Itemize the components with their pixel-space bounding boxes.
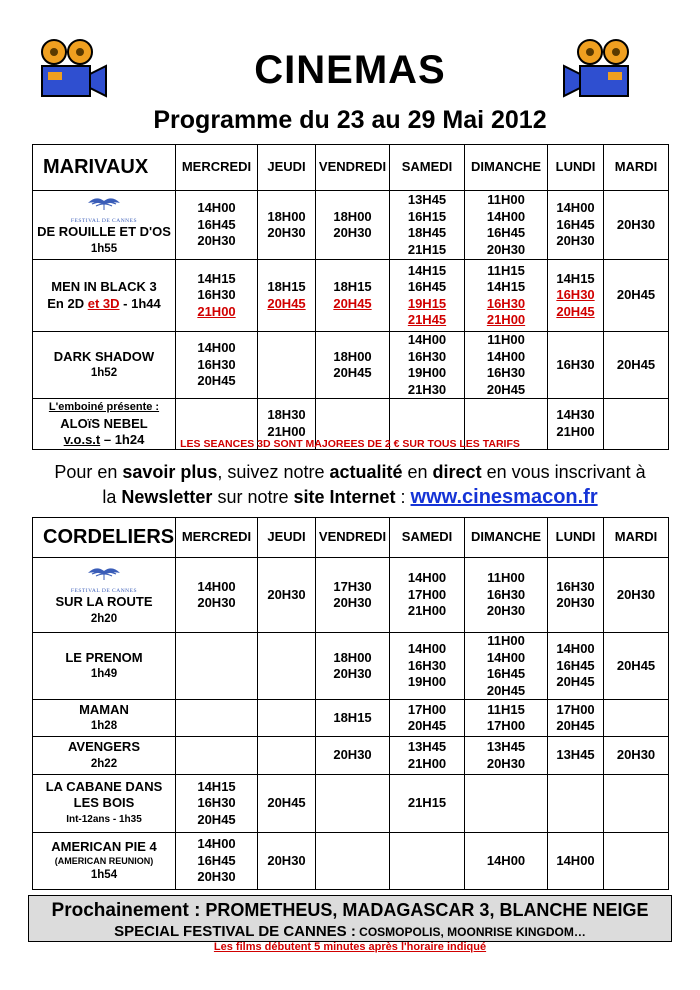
showtime: 20H30 — [267, 852, 306, 868]
showtime: 16H30 — [197, 795, 236, 811]
showtime: 16H30 — [197, 356, 236, 372]
showtime: 20H30 — [556, 595, 595, 610]
showtime: 18H00 — [333, 649, 372, 665]
showtimes-cell — [604, 332, 669, 399]
film-duration: 1h55 — [90, 242, 118, 255]
showtimes-cell — [258, 700, 316, 737]
showtime: 11H00 — [487, 570, 525, 586]
showtimes-cell — [258, 633, 316, 700]
showtime: 14H15 — [197, 270, 236, 286]
prochainement-label: Prochainement : — [51, 900, 201, 921]
film-presenter: L'emboiné présente : — [48, 401, 160, 413]
showtime: 18H00 — [333, 208, 372, 224]
showtime: 13H45 — [486, 739, 526, 754]
showtimes-cell — [390, 833, 465, 890]
showtimes-cell — [316, 775, 390, 833]
showtime: 14H00 — [197, 340, 236, 356]
showtimes-cell — [465, 633, 548, 700]
showtime: 14H00 — [486, 208, 526, 224]
showtimes-cell — [390, 633, 465, 700]
showtime: 14H00 — [407, 332, 447, 347]
showtimes-cell — [548, 332, 604, 399]
showtime: 21H00 — [556, 423, 595, 439]
showtimes-cell — [390, 260, 465, 332]
day-header: LUNDI — [548, 518, 604, 558]
showtime: 17H30 — [333, 578, 372, 594]
film-info-cell — [33, 191, 176, 260]
showtime: 18H30 — [267, 407, 306, 423]
cannes-logo-label: FESTIVAL DE CANNES — [70, 218, 138, 225]
showtime: 17H00 — [486, 718, 526, 733]
film-format: En 2D et 3D - 1h44 — [47, 295, 161, 311]
showtimes-cell — [258, 775, 316, 833]
showtime: 20H45 — [556, 718, 595, 733]
showtime: 19H00 — [407, 674, 447, 690]
showtime: 18H15 — [333, 709, 372, 725]
showtime: 11H15 — [487, 701, 525, 717]
showtimes-cell — [604, 700, 669, 737]
special-festival-label: SPECIAL FESTIVAL DE CANNES : — [114, 923, 356, 940]
showtime: 20H45 — [407, 718, 447, 733]
film-duration: 1h28 — [90, 720, 118, 732]
showtime: 20H30 — [486, 603, 526, 619]
showtime: 16H45 — [556, 216, 595, 232]
showtimes-cell — [604, 633, 669, 700]
film-duration: 1h54 — [90, 868, 118, 881]
film-row — [33, 633, 669, 700]
showtime: 20H45 — [267, 795, 306, 811]
showtime: 14H00 — [556, 852, 595, 868]
showtimes-cell — [465, 191, 548, 260]
showtime: 20H45 — [486, 381, 526, 397]
showtime: 20H30 — [267, 586, 306, 602]
showtime: 16H45 — [197, 852, 236, 868]
showtime: 20H45 — [197, 373, 236, 389]
showtime: 20H30 — [486, 241, 526, 257]
showtime: 18H15 — [267, 279, 306, 294]
film-title: DARK SHADOW — [53, 348, 155, 364]
showtimes-cell — [390, 737, 465, 775]
showtime: 16H30 — [486, 586, 526, 602]
film-title: ALOïS NEBEL — [60, 415, 148, 431]
showtime: 16H45 — [486, 666, 526, 681]
cinema-name: MARIVAUX — [33, 145, 176, 191]
showtime: 16H45 — [556, 657, 595, 673]
showtime: 14H15 — [556, 270, 595, 286]
film-row — [33, 332, 669, 399]
showtime: 11H00 — [487, 192, 525, 207]
day-header: VENDREDI — [316, 518, 390, 558]
showtimes-cell — [390, 191, 465, 260]
showtimes-cell — [176, 737, 258, 775]
showtime: 20H30 — [197, 595, 236, 610]
showtime: 16H15 — [407, 208, 447, 224]
film-info-cell — [33, 775, 176, 833]
cordeliers-schedule-table — [32, 517, 669, 890]
showtimes-cell — [316, 558, 390, 633]
showtime: 11H15 — [487, 262, 525, 278]
day-header: DIMANCHE — [465, 518, 548, 558]
film-duration: 2h22 — [90, 757, 118, 770]
showtimes-cell — [176, 775, 258, 833]
day-header: SAMEDI — [390, 518, 465, 558]
film-row — [33, 260, 669, 332]
showtime: 20H30 — [333, 747, 372, 763]
showtime: 14H30 — [556, 407, 595, 423]
film-row — [33, 833, 669, 890]
start-delay-note: Les films débutent 5 minutes après l'horaire indiqué — [213, 941, 487, 953]
showtimes-cell — [316, 260, 390, 332]
showtimes-cell — [548, 737, 604, 775]
showtimes-cell — [176, 700, 258, 737]
header-row — [33, 518, 669, 558]
showtimes-cell — [465, 558, 548, 633]
showtime: 13H45 — [556, 747, 595, 763]
showtimes-cell — [390, 332, 465, 399]
showtimes-cell — [316, 332, 390, 399]
showtime: 20H30 — [486, 755, 526, 771]
showtime: 14H00 — [556, 200, 595, 216]
showtime: 14H15 — [407, 262, 447, 278]
showtime: 14H00 — [486, 649, 526, 665]
showtime: 21H30 — [407, 381, 447, 397]
showtime: 14H00 — [486, 852, 526, 868]
showtimes-cell — [258, 833, 316, 890]
day-header: DIMANCHE — [465, 145, 548, 191]
film-info-cell — [33, 833, 176, 890]
showtime: 20H30 — [197, 869, 236, 885]
day-header: VENDREDI — [316, 145, 390, 191]
showtime: 16H45 — [197, 216, 236, 232]
showtime: 20H30 — [616, 747, 656, 763]
showtime: 21H15 — [407, 795, 447, 811]
newsletter-info-line1: Pour en savoir plus, suivez notre actualité en direct en vous inscrivant à — [54, 462, 646, 482]
showtime: 20H30 — [333, 666, 372, 681]
showtime: 11H00 — [487, 332, 525, 347]
showtimes-cell — [548, 833, 604, 890]
showtimes-cell — [604, 833, 669, 890]
website-link[interactable]: www.cinesmacon.fr — [410, 486, 598, 508]
showtimes-cell — [465, 833, 548, 890]
special-festival-films: COSMOPOLIS, MOONRISE KINGDOM… — [355, 925, 586, 939]
film-title: AVENGERS — [68, 739, 140, 754]
showtime: 18H15 — [333, 279, 372, 294]
showtime: 14H00 — [407, 570, 447, 586]
film-title: AMERICAN PIE 4 — [51, 839, 157, 854]
showtime: 20H45 — [556, 674, 595, 690]
film-title: LE PRENOM — [65, 649, 143, 665]
showtimes-cell — [258, 737, 316, 775]
showtime: 20H30 — [556, 233, 595, 249]
showtimes-cell — [465, 332, 548, 399]
film-info-cell — [33, 558, 176, 633]
film-info-cell — [33, 332, 176, 399]
showtime: 21H15 — [407, 241, 447, 257]
showtime: 14H00 — [556, 641, 595, 657]
showtime: 20H45 — [616, 287, 656, 303]
showtimes-cell — [258, 558, 316, 633]
showtimes-cell — [548, 633, 604, 700]
showtime: 20H45 — [616, 657, 656, 673]
showtime: 20H30 — [616, 216, 656, 232]
marivaux-schedule-table — [32, 144, 669, 450]
showtime: 16H30 — [407, 348, 447, 364]
film-row — [33, 558, 669, 633]
showtimes-cell — [465, 700, 548, 737]
showtimes-cell — [316, 833, 390, 890]
showtimes-cell — [316, 633, 390, 700]
showtime: 20H30 — [197, 233, 236, 249]
showtimes-cell — [176, 833, 258, 890]
showtime: 14H00 — [197, 578, 236, 594]
showtime: 21H00 — [486, 312, 526, 327]
showtimes-cell — [548, 700, 604, 737]
day-header: MARDI — [604, 145, 669, 191]
showtime: 16H30 — [556, 578, 595, 594]
showtime: 16H30 — [486, 295, 526, 311]
cannes-logo-label: FESTIVAL DE CANNES — [70, 588, 138, 595]
film-title: MAMAN — [79, 701, 129, 717]
showtimes-cell — [548, 775, 604, 833]
film-title: MEN IN BLACK 3 — [51, 279, 157, 294]
film-duration: 1h52 — [90, 367, 118, 379]
showtimes-cell — [604, 737, 669, 775]
showtimes-cell — [258, 191, 316, 260]
film-info-cell — [33, 737, 176, 775]
showtime: 20H45 — [486, 682, 526, 698]
showtime: 17H00 — [407, 701, 447, 717]
showtimes-cell — [548, 260, 604, 332]
film-title: DE ROUILLE ET D'OS — [37, 224, 171, 240]
showtime: 14H00 — [197, 836, 236, 852]
showtime: 20H45 — [616, 356, 656, 372]
day-header: JEUDI — [258, 518, 316, 558]
newsletter-info-line2: la Newsletter sur notre site Internet : www.cinesmacon.fr — [102, 486, 598, 508]
3d-surcharge-note: LES SEANCES 3D SONT MAJOREES DE 2 € SUR TOUS LES TARIFS — [180, 438, 520, 450]
film-title: LA CABANE DANS LES BOIS — [45, 778, 163, 811]
film-title: SUR LA ROUTE — [55, 594, 153, 610]
film-row — [33, 737, 669, 775]
showtime: 16H45 — [486, 225, 526, 240]
showtime: 19H15 — [407, 295, 447, 311]
showtimes-cell — [176, 633, 258, 700]
showtime: 20H30 — [616, 586, 656, 602]
film-rating-duration: Int-12ans - 1h35 — [66, 813, 142, 825]
film-version: v.o.s.t – 1h24 — [63, 432, 145, 447]
showtime: 17H00 — [556, 701, 595, 717]
showtime: 14H15 — [486, 279, 526, 294]
film-duration: 2h20 — [90, 612, 118, 625]
showtime: 20H30 — [333, 225, 372, 240]
film-duration: 1h49 — [90, 668, 118, 680]
showtime: 21H00 — [267, 423, 306, 439]
showtimes-cell — [604, 558, 669, 633]
day-header: JEUDI — [258, 145, 316, 191]
showtime: 16H30 — [556, 356, 595, 372]
showtimes-cell — [390, 558, 465, 633]
showtimes-cell — [465, 737, 548, 775]
page-title: CINEMAS — [254, 48, 446, 92]
showtime: 14H00 — [197, 200, 236, 216]
showtimes-cell — [316, 737, 390, 775]
showtime: 13H45 — [407, 192, 447, 207]
showtime: 19H00 — [407, 365, 447, 380]
film-row — [33, 191, 669, 260]
upcoming-films-box — [28, 895, 672, 942]
film-row — [33, 700, 669, 737]
showtime: 14H00 — [407, 641, 447, 657]
showtimes-cell — [258, 332, 316, 399]
programme-dates: Programme du 23 au 29 Mai 2012 — [153, 106, 547, 134]
showtimes-cell — [316, 191, 390, 260]
showtime: 13H45 — [407, 739, 447, 754]
film-info-cell — [33, 260, 176, 332]
showtimes-cell — [390, 700, 465, 737]
showtime: 11H00 — [487, 633, 525, 648]
showtime: 20H45 — [197, 811, 236, 827]
showtimes-cell — [176, 558, 258, 633]
showtime: 16H30 — [556, 287, 595, 303]
prochainement-films: PROMETHEUS, MADAGASCAR 3, BLANCHE NEIGE — [200, 900, 649, 920]
film-info-cell — [33, 700, 176, 737]
day-header: MERCREDI — [176, 145, 258, 191]
showtimes-cell — [176, 260, 258, 332]
showtimes-cell — [465, 260, 548, 332]
showtime: 16H30 — [197, 287, 236, 303]
showtimes-cell — [176, 332, 258, 399]
showtime: 21H00 — [197, 303, 236, 319]
header-row — [33, 145, 669, 191]
showtime: 21H45 — [407, 312, 447, 327]
showtime: 21H00 — [407, 603, 447, 619]
cinema-name: CORDELIERS — [33, 518, 176, 558]
showtimes-cell — [390, 775, 465, 833]
film-original-title: (AMERICAN REUNION) — [54, 855, 154, 866]
showtimes-cell — [465, 775, 548, 833]
showtimes-cell — [604, 191, 669, 260]
showtimes-cell — [316, 700, 390, 737]
showtime: 20H45 — [267, 295, 306, 311]
showtime: 20H45 — [333, 365, 372, 380]
day-header: SAMEDI — [390, 145, 465, 191]
showtime: 16H45 — [407, 279, 447, 294]
film-info-cell — [33, 633, 176, 700]
showtime: 14H15 — [197, 778, 236, 794]
showtimes-cell — [604, 775, 669, 833]
showtime: 16H30 — [486, 365, 526, 380]
film-row — [33, 775, 669, 833]
showtimes-cell — [548, 191, 604, 260]
showtime: 17H00 — [407, 586, 447, 602]
showtime: 18H45 — [407, 225, 447, 240]
showtimes-cell — [548, 558, 604, 633]
showtime: 20H30 — [267, 225, 306, 240]
showtimes-cell — [604, 260, 669, 332]
day-header: MERCREDI — [176, 518, 258, 558]
showtime: 20H45 — [333, 295, 372, 311]
showtime: 18H00 — [267, 208, 306, 224]
showtime: 14H00 — [486, 348, 526, 364]
showtime: 18H00 — [333, 348, 372, 364]
showtime: 20H30 — [333, 595, 372, 610]
showtime: 20H45 — [556, 303, 595, 319]
showtime: 16H30 — [407, 657, 447, 673]
showtimes-cell — [258, 260, 316, 332]
day-header: MARDI — [604, 518, 669, 558]
showtimes-cell — [176, 191, 258, 260]
showtime: 21H00 — [407, 755, 447, 771]
day-header: LUNDI — [548, 145, 604, 191]
